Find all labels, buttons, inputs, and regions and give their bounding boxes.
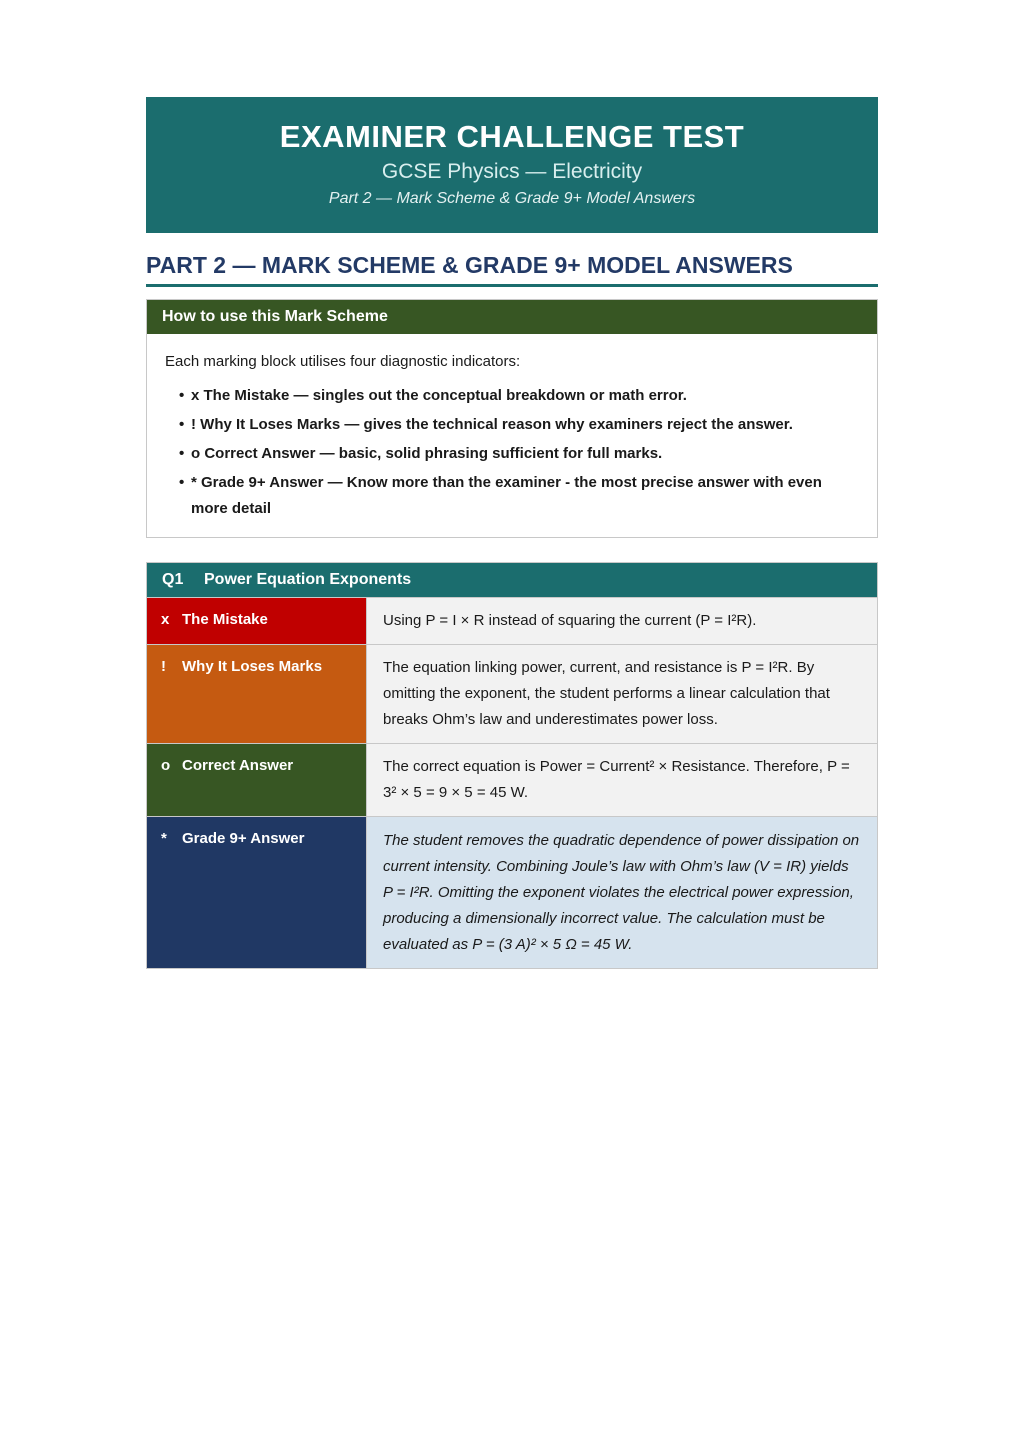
indicator-item-mistake bbox=[165, 383, 859, 409]
star-icon: * bbox=[161, 830, 167, 847]
correct-label-cell bbox=[147, 744, 367, 816]
why-loses-marks-row bbox=[147, 644, 877, 743]
grade9-label: Grade 9+ Answer bbox=[182, 830, 305, 847]
indicator-text: o Correct Answer — basic, solid phrasing sufficient for full marks. bbox=[191, 445, 663, 462]
how-to-use-box bbox=[146, 299, 878, 538]
circle-icon: o bbox=[161, 757, 171, 774]
section-heading: PART 2 — MARK SCHEME & GRADE 9+ MODEL ANSWERS bbox=[146, 250, 878, 287]
correct-label: Correct Answer bbox=[182, 757, 294, 774]
mark-scheme-page bbox=[146, 97, 878, 969]
grade9-answer-row bbox=[147, 816, 877, 968]
bullet-icon: • bbox=[179, 474, 185, 491]
indicator-text: ! Why It Loses Marks — gives the technical reason why examiners reject the answer. bbox=[191, 416, 793, 433]
mistake-label: The Mistake bbox=[182, 611, 268, 628]
bullet-icon: • bbox=[179, 416, 185, 433]
bullet-icon: • bbox=[179, 445, 185, 462]
correct-content: The correct equation is Power = Current² × Resistance. Therefore, P = 3² × 5 = 9 × 5 = 45 W. bbox=[367, 744, 877, 816]
question-title: Power Equation Exponents bbox=[204, 571, 412, 588]
bullet-icon: • bbox=[179, 387, 185, 404]
why-label-cell bbox=[147, 645, 367, 743]
indicator-list bbox=[165, 383, 859, 522]
how-to-use-intro: Each marking block utilises four diagnostic indicators: bbox=[165, 353, 521, 370]
document-part-label: Part 2 — Mark Scheme & Grade 9+ Model Answers bbox=[328, 190, 696, 207]
correct-answer-row bbox=[147, 743, 877, 816]
question-number: Q1 bbox=[162, 571, 184, 588]
document-subtitle: GCSE Physics — Electricity bbox=[381, 160, 643, 183]
title-banner bbox=[146, 97, 878, 233]
indicator-text: * Grade 9+ Answer — Know more than the examiner - the most precise answer with even more detail bbox=[191, 474, 822, 517]
how-to-use-body bbox=[147, 334, 877, 537]
grade9-label-cell bbox=[147, 817, 367, 968]
indicator-item-why bbox=[165, 412, 859, 438]
mistake-row bbox=[147, 597, 877, 644]
why-content: The equation linking power, current, and resistance is P = I²R. By omitting the exponent, the student performs a linear calculation that breaks Ohm’s law and underestimates power loss. bbox=[367, 645, 877, 743]
mistake-content: Using P = I × R instead of squaring the current (P = I²R). bbox=[367, 598, 877, 644]
cross-icon: x bbox=[161, 611, 170, 628]
document-title: EXAMINER CHALLENGE TEST bbox=[279, 119, 745, 154]
question-header bbox=[147, 563, 877, 597]
why-label: Why It Loses Marks bbox=[182, 658, 323, 675]
indicator-text: x The Mistake — singles out the conceptual breakdown or math error. bbox=[191, 387, 687, 404]
exclamation-icon: ! bbox=[161, 658, 166, 675]
question-block-q1 bbox=[146, 562, 878, 969]
how-to-use-header: How to use this Mark Scheme bbox=[147, 300, 877, 334]
grade9-content: The student removes the quadratic dependence of power dissipation on current intensity. Combining Joule’s law with Ohm’s law (V = IR) yields P = I²R. Omitting the exponent violates the electrical power expression, producing a dimensionally incorrect value. The calculation must be evaluated as P = (3 A)² × 5 Ω = 45 W. bbox=[367, 817, 877, 968]
mistake-label-cell bbox=[147, 598, 367, 644]
indicator-item-grade9 bbox=[165, 470, 859, 522]
indicator-item-correct bbox=[165, 441, 859, 467]
